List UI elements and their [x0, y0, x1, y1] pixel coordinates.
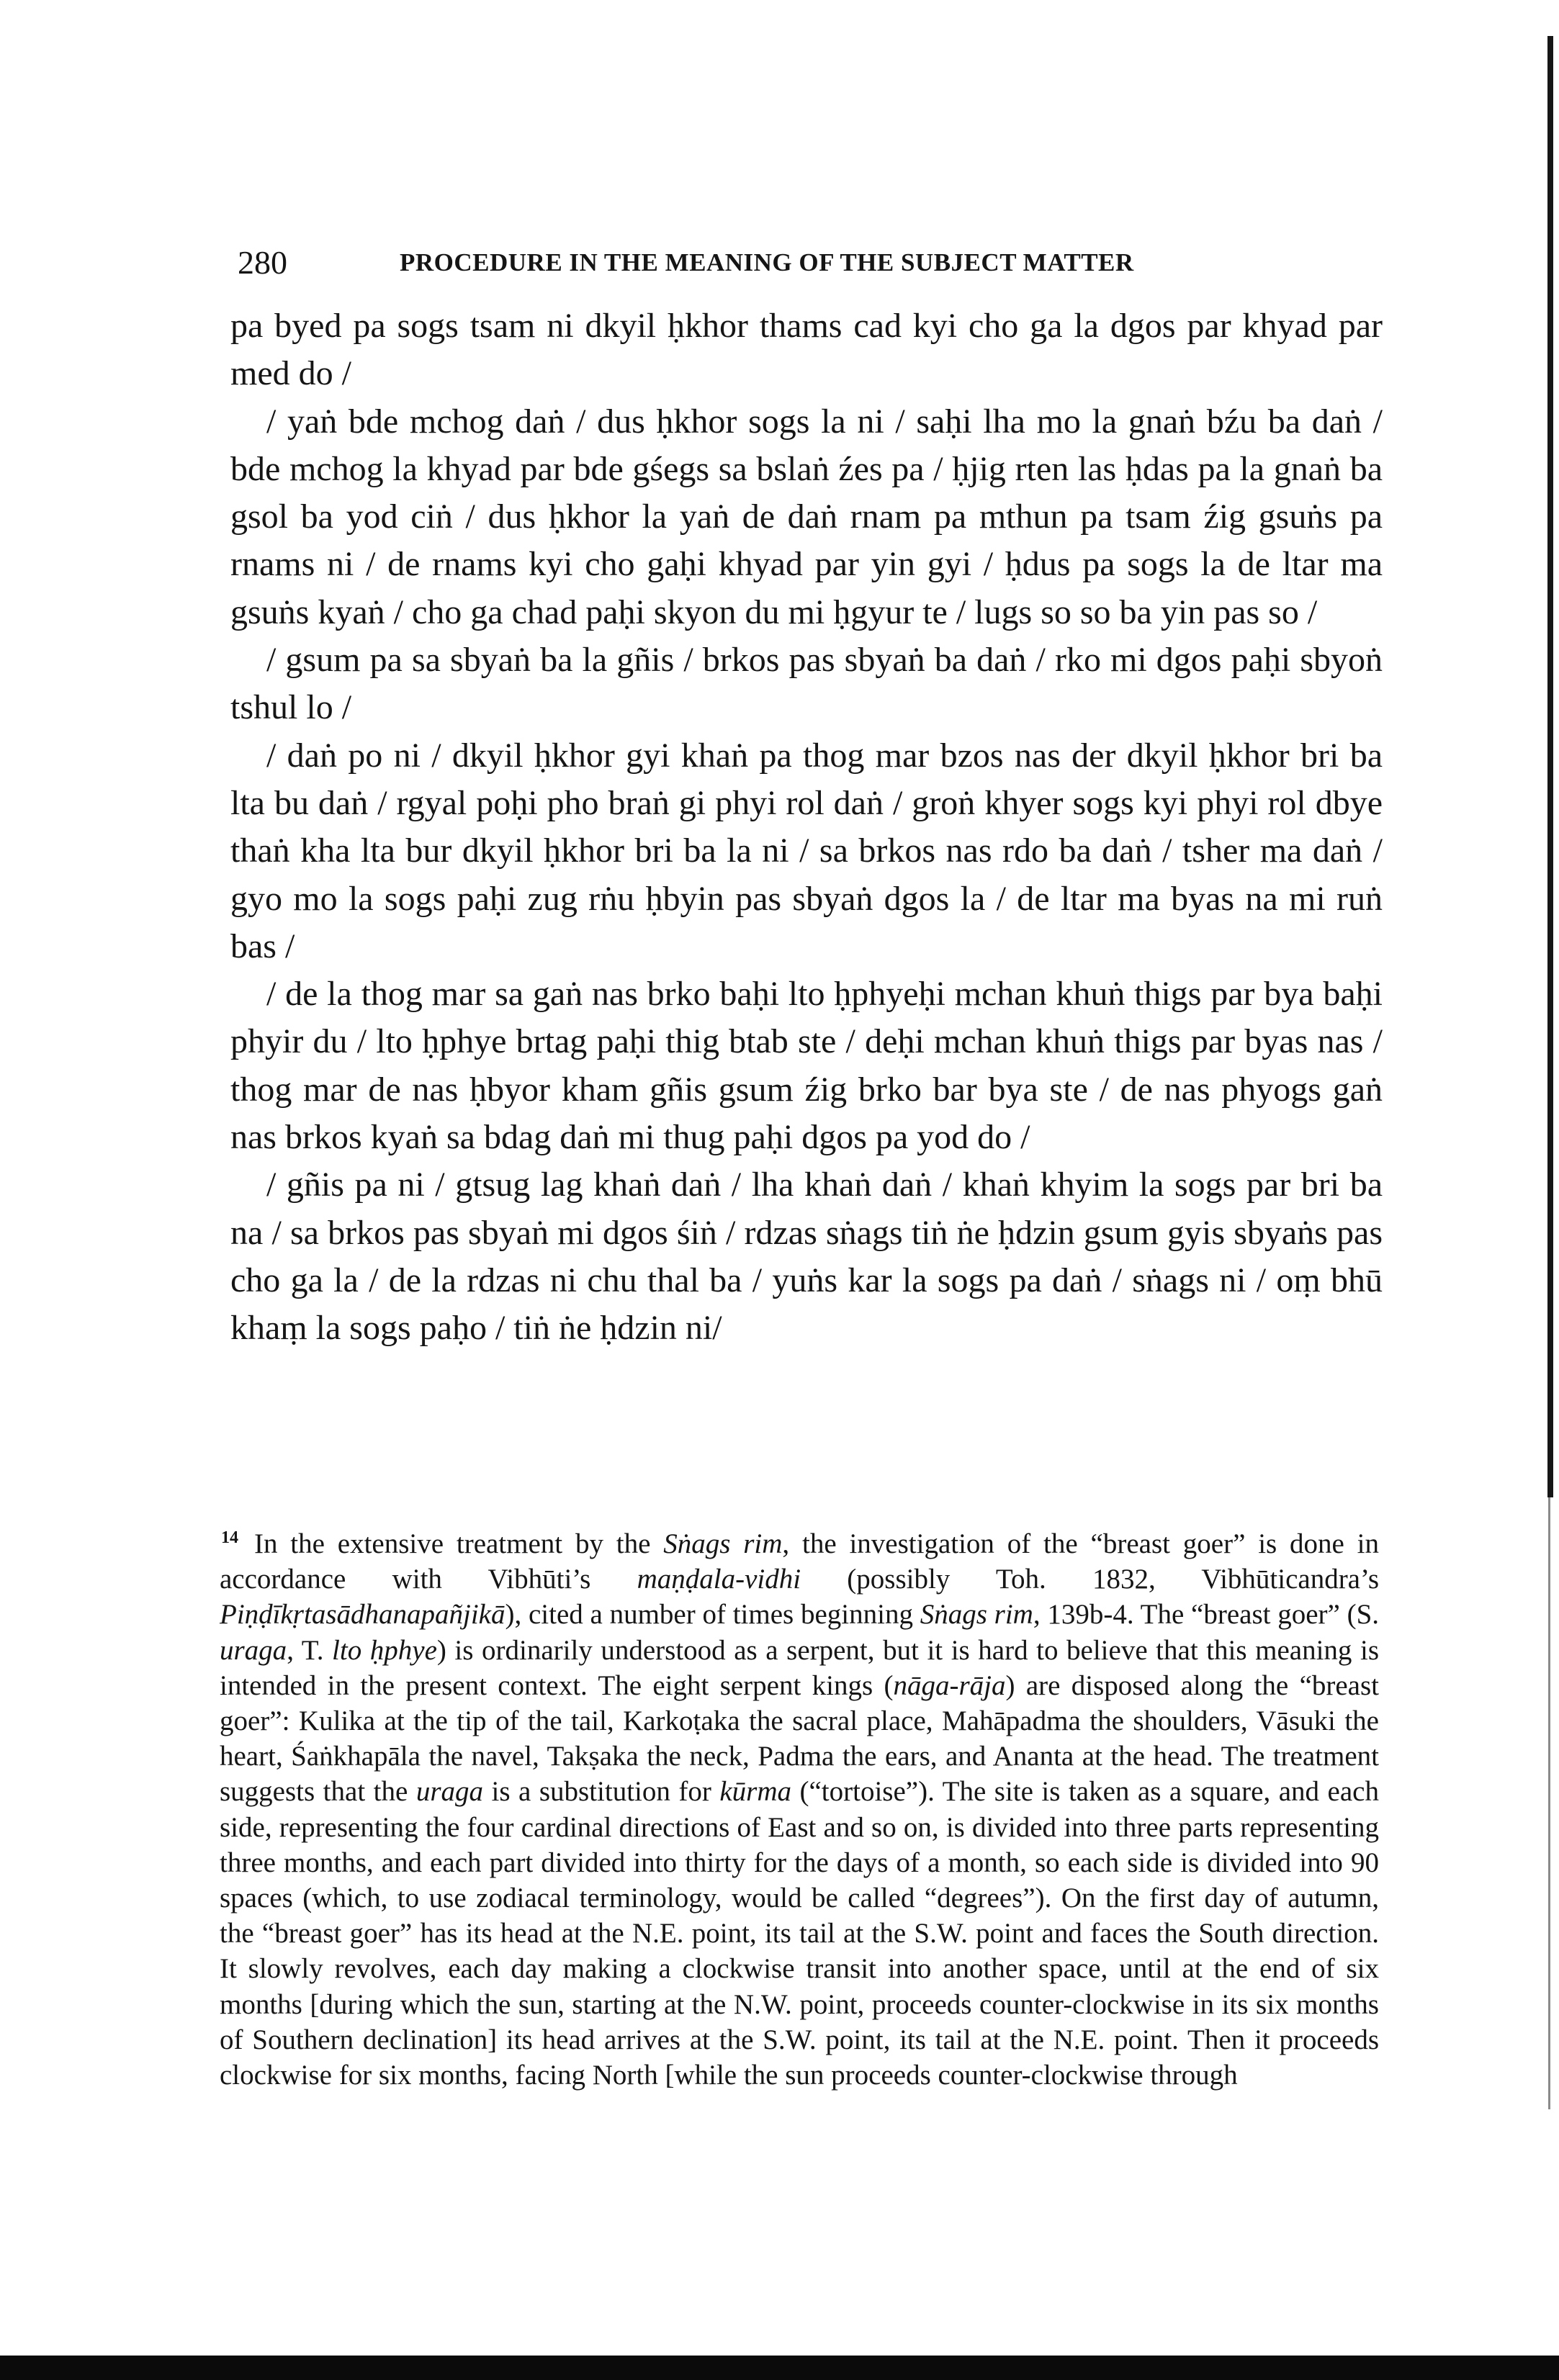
fn-text: , the investigation of the “breast goer” is done in accordance with Vibhūti’s [220, 1528, 1379, 1595]
fn-term: nāga-rāja [893, 1669, 1006, 1701]
fn-term: uraga [220, 1634, 287, 1666]
fn-text: ) is ordinarily understood as a serpent, but it is hard to believe that this meaning is intended in the present context. The eight serpent kings ( [220, 1634, 1379, 1701]
fn-text: ), cited a number of times beginning [505, 1599, 920, 1631]
scan-edge-shadow-lower [1548, 1497, 1550, 2109]
fn-text: is a substitution for [483, 1776, 720, 1808]
fn-text: , 139b-4. The “breast goer” (S. [1033, 1599, 1380, 1631]
paragraph: / yaṅ bde mchog daṅ / dus ḥkhor sogs la ni / saḥi lha mo la gnaṅ bźu ba daṅ / bde mchog la khyad par bde gśegs sa bslaṅ źes pa / ḥjig rten las ḥdas pa la gnaṅ ba gsol ba yod ciṅ / dus ḥkhor la yaṅ de daṅ rnam pa mthun pa tsam źig gsuṅs pa rnams ni / de rnams kyi cho gaḥi khyad par yin gyi / ḥdus pa sogs la de ltar ma gsuṅs kyaṅ / cho ga chad paḥi skyon du mi ḥgyur te / lugs so so ba yin pas so / [230, 402, 1383, 631]
paragraph: / gsum pa sa sbyaṅ ba la gñis / brkos pas sbyaṅ ba daṅ / rko mi dgos paḥi sbyoṅ tshul lo / [230, 641, 1383, 727]
footnote-number: 14 [221, 1528, 238, 1547]
fn-text: ) are disposed along the “breast goer”: Kulika at the tip of the tail, Karkoṭaka the sacral place, Mahāpadma the shoulders, Vāsuki the heart, Śaṅkhapāla the navel, Takṣaka the neck, Padma the ears, and Ananta at the head. The treatment suggests that the [220, 1669, 1379, 1808]
page-number: 280 [238, 244, 287, 281]
fn-text: , T. [287, 1634, 333, 1666]
footnote [220, 1526, 1379, 2093]
fn-term: lto ḥphye [332, 1634, 437, 1666]
paragraph: pa byed pa sogs tsam ni dkyil ḥkhor thams cad kyi cho ga la dgos par khyad par med do / [230, 307, 1383, 393]
fn-title: maṇḍala-vidhi [637, 1564, 801, 1595]
running-head: PROCEDURE IN THE MEANING OF THE SUBJECT MATTER [400, 248, 1134, 276]
paragraph: / gñis pa ni / gtsug lag khaṅ daṅ / lha khaṅ daṅ / khaṅ khyim la sogs par bri ba na / sa brkos pas sbyaṅ mi dgos śiṅ / rdzas sṅags tiṅ ṅe ḥdzin gsum gyis sbyaṅs pas cho ga la / de la rdzas ni chu thal ba / yuṅs kar la sogs pa daṅ / sṅags ni / oṃ bhū khaṃ la sogs paḥo / tiṅ ṅe ḥdzin ni/ [230, 1166, 1383, 1348]
fn-text: In the extensive treatment by the [254, 1528, 664, 1559]
scan-edge-shadow [1547, 36, 1553, 1497]
fn-text: (possibly Toh. 1832, Vibhūticandra’s [801, 1564, 1379, 1595]
scan-bottom-edge [0, 2356, 1559, 2380]
fn-title: Sṅags rim [663, 1528, 783, 1559]
fn-title: Sṅags rim [920, 1599, 1033, 1631]
paragraph: / de la thog mar sa gaṅ nas brko baḥi lto ḥphyeḥi mchan khuṅ thigs par bya baḥi phyir du / lto ḥphye brtag paḥi thig btab ste / deḥi mchan khuṅ thigs par byas nas / thog mar de nas ḥbyor kham gñis gsum źig brko bar bya ste / de nas phyogs gaṅ nas brkos kyaṅ sa bdag daṅ mi thug paḥi dgos pa yod do / [230, 975, 1383, 1157]
fn-text: (“tortoise”). The site is taken as a square, and each side, representing the four cardinal directions of East and so on, is divided into three parts representing three months, and each part divided into thirty for the days of a month, so each side is divided into 90 spaces (which, to use zodiacal terminology, would be called “degrees”). On the first day of autumn, the “breast goer” has its head at the N.E. point, its tail at the S.W. point and faces the South direction. It slowly revolves, each day making a clockwise transit into another space, until at the end of six months [during which the sun, starting at the N.W. point, proceeds counter-clockwise in its six months of Southern declination] its head arrives at the S.W. point, its tail at the N.E. point. Then it proceeds clockwise for six months, facing North [while the sun proceeds counter-clockwise through [220, 1776, 1379, 2091]
main-text [230, 302, 1383, 1353]
page-header [238, 230, 1361, 295]
footnote-text [220, 1526, 1379, 2093]
paragraph: / daṅ po ni / dkyil ḥkhor gyi khaṅ pa thog mar bzos nas der dkyil ḥkhor bri ba lta bu daṅ / rgyal poḥi pho braṅ gi phyi rol daṅ / groṅ khyer sogs kyi phyi rol dbye thaṅ kha lta bur dkyil ḥkhor bri ba la ni / sa brkos nas rdo ba daṅ / tsher ma daṅ / gyo mo la sogs paḥi zug rṅu ḥbyin pas sbyaṅ dgos la / de ltar ma byas na mi ruṅ bas / [230, 736, 1383, 965]
fn-title: Piṇḍīkṛtasādhanapañjikā [220, 1599, 506, 1631]
fn-term: uraga [415, 1776, 483, 1808]
fn-term: kūrma [719, 1776, 791, 1808]
